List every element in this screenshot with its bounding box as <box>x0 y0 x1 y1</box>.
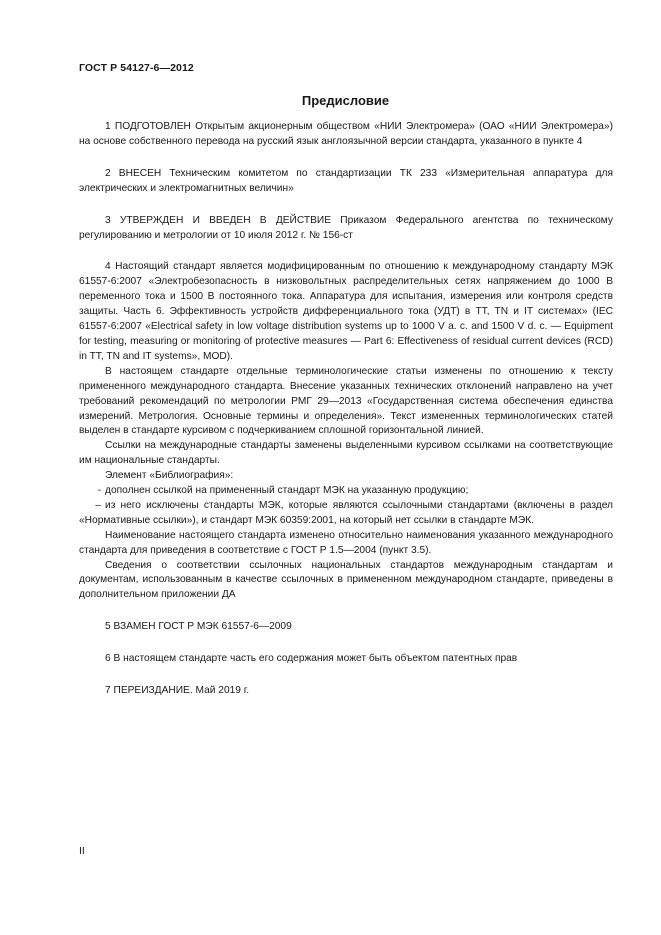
paragraph-name-change: Наименование настоящего стандарта изменено относительно наименования указанного международного стандарта для приведения в соответствие с ГОСТ Р 1.5—2004 (пункт 3.5). <box>79 529 613 556</box>
paragraph-2: 2 ВНЕСЕН Техническим комитетом по стандартизации ТК 233 «Измерительная аппаратура для электрических и электромагнитных величин» <box>79 167 613 194</box>
paragraph-annex: Сведения о соответствии ссылочных национальных стандартов международным стандартам и документам, использованным в качестве ссылочных в примененном международном стандарте, приведены в дополнительном приложении ДА <box>79 559 613 601</box>
list-item: – из него исключены стандарты МЭК, которые являются ссылочными стандартами (включены в раздел «Нормативные ссылки»), и стандарт МЭК 60359:2001, на который нет ссылки в стандарте МЭК. <box>79 499 613 526</box>
list-item: - дополнен ссылкой на примененный стандарт МЭК на указанную продукцию; <box>79 484 613 499</box>
paragraph-3: 3 УТВЕРЖДЕН И ВВЕДЕН В ДЕЙСТВИЕ Приказом Федерального агентства по техническому регулированию и метрологии от 10 июля 2012 г. № 156-ст <box>79 214 613 241</box>
paragraph-bibliography: Элемент «Библиография»: <box>105 470 234 482</box>
foreword-body <box>79 120 613 699</box>
paragraph-6: 6 В настоящем стандарте часть его содержания может быть объектом патентных прав <box>105 653 518 665</box>
page-title: Предисловие <box>301 93 390 108</box>
dash-marker: – <box>95 499 101 511</box>
paragraph-terminology: В настоящем стандарте отдельные терминологические статьи изменены по отношению к тексту примененного международного стандарта. Внесение указанных технических отклонений направлено на учет требований рекомендаций по метрологии РМГ 29—2013 «Государственная система обеспечения единства измерений. Метрология. Основные термины и определения». Текст измененных терминологических статей выделен в стандарте курсивом с подчеркиванием сплошной горизонтальной линией. <box>79 365 613 437</box>
paragraph-references: Ссылки на международные стандарты заменены выделенными курсивом ссылками на соответствующие им национальные стандарты. <box>79 440 613 467</box>
paragraph-4: 4 Настоящий стандарт является модифицированным по отношению к международному стандарту МЭК 61557-6:2007 «Электробезопасность в низковольтных распределительных сетях напряжением до 1000 В переменного тока и 1500 В постоянного тока. Аппаратура для испытания, измерения или контроля средств защиты. Часть 6. Эффективность устройств дифференциального тока (УДТ) в TT, TN и IT системах» (IEC 61557-6:2007 «Electrical safety in low voltage distribution systems up to 1000 V a. c. and 1500 V d. c. — Equipment for testing, measuring or monitoring of protective measures — Part 6: Effectiveness of residual current devices (RCD) in TT, TN and IT systems», MOD). <box>79 261 613 362</box>
paragraph-7: 7 ПЕРЕИЗДАНИЕ. Май 2019 г. <box>105 685 250 697</box>
paragraph-5: 5 ВЗАМЕН ГОСТ Р МЭК 61557-6—2009 <box>105 621 292 633</box>
page-number: II <box>79 845 85 857</box>
dash-marker: - <box>97 485 101 497</box>
document-number: ГОСТ Р 54127-6—2012 <box>79 62 194 74</box>
paragraph-1: 1 ПОДГОТОВЛЕН Открытым акционерным обществом «НИИ Электромера» (ОАО «НИИ Электромера») на основе собственного перевода на русский язык англоязычной версии стандарта, указанного в пункте 4 <box>79 121 613 147</box>
